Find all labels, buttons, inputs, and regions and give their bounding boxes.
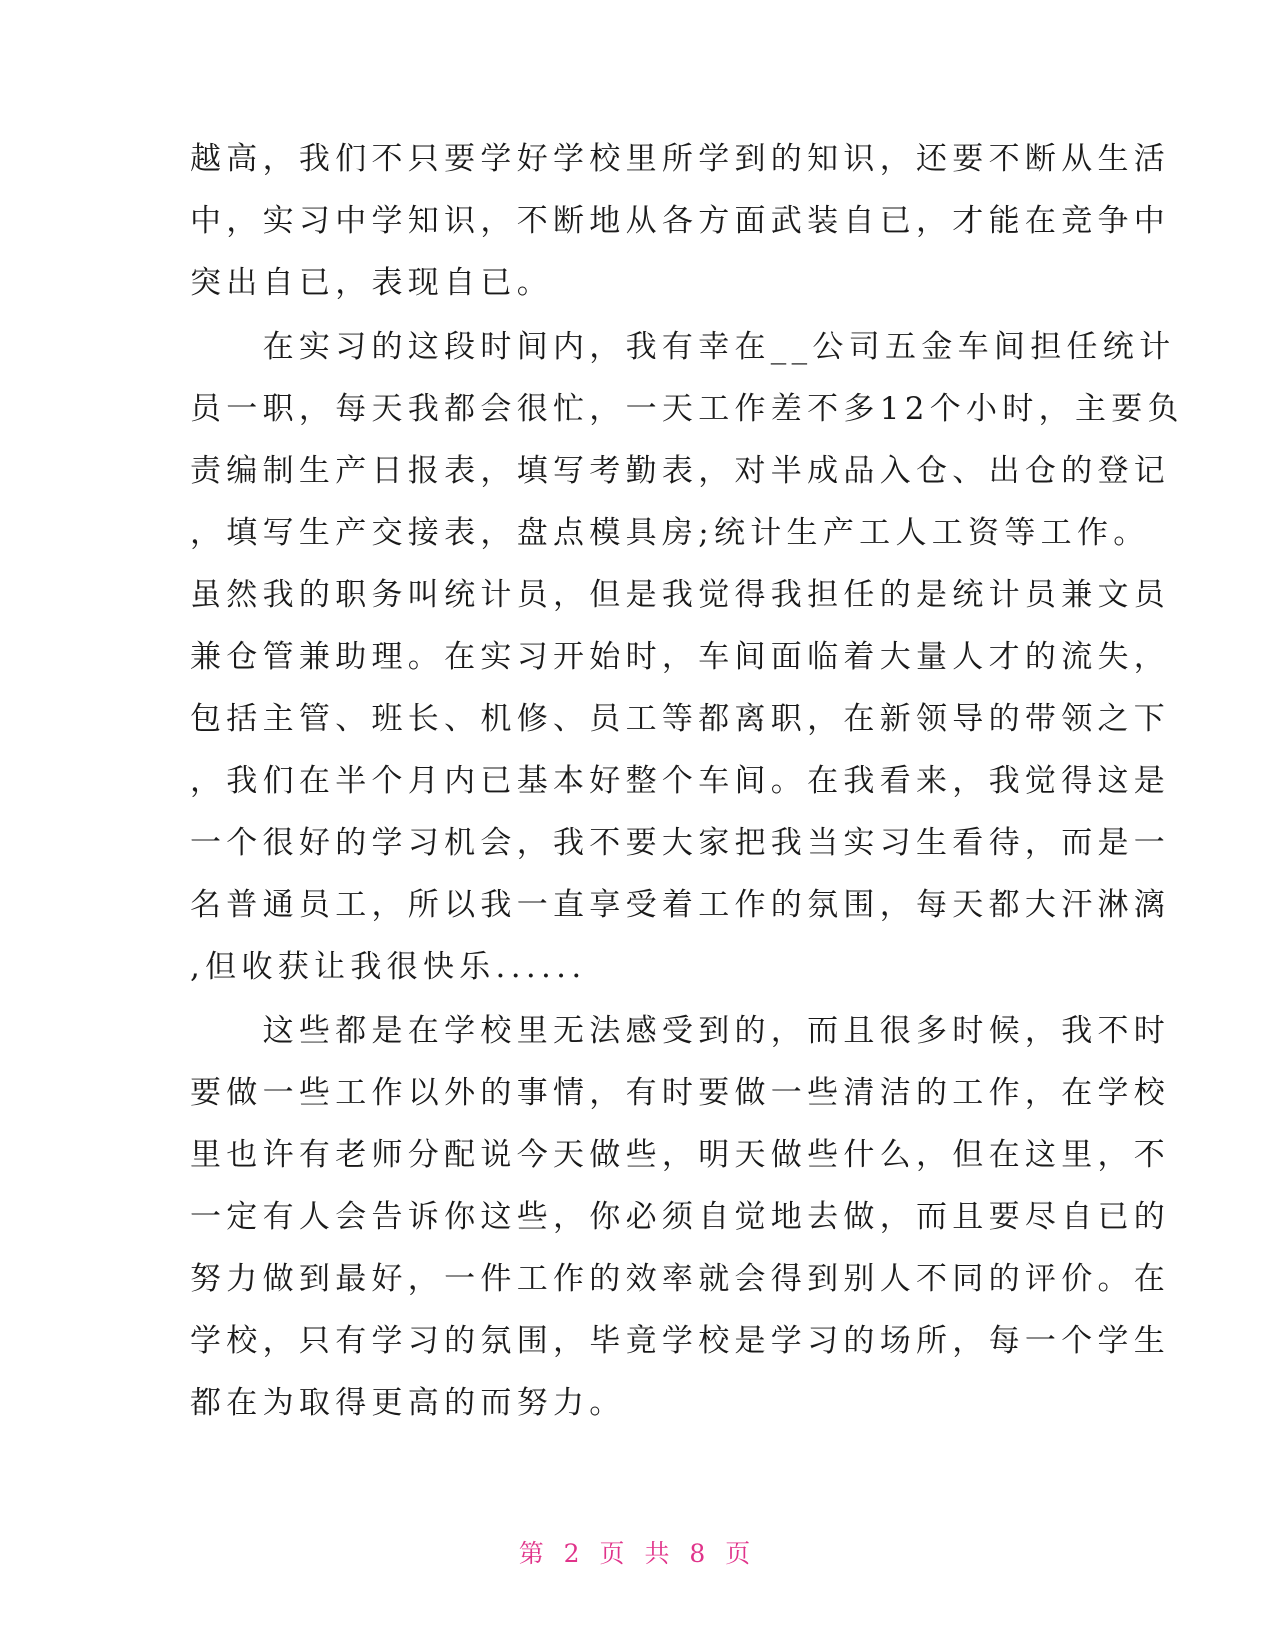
body-text-line: ，我们在半个月内已基本好整个车间。在我看来，我觉得这是: [190, 763, 1171, 799]
body-text-line: ，填写生产交接表，盘点模具房;统计生产工人工资等工作。: [190, 515, 1150, 551]
page-footer: [0, 1534, 1275, 1570]
body-text-line: 在实习的这段时间内，我有幸在__公司五金车间担任统计: [190, 329, 1176, 365]
body-text-line: 要做一些工作以外的事情，有时要做一些清洁的工作，在学校: [190, 1075, 1171, 1111]
body-text-line: 名普通员工，所以我一直享受着工作的氛围，每天都大汗淋漓: [190, 887, 1171, 923]
body-text-line: 都在为取得更高的而努力。: [190, 1385, 626, 1421]
body-text-line: 责编制生产日报表，填写考勤表，对半成品入仓、出仓的登记: [190, 453, 1171, 489]
body-text-line: 越高，我们不只要学好学校里所学到的知识，还要不断从生活: [190, 141, 1171, 177]
body-text-line: 学校，只有学习的氛围，毕竟学校是学习的场所，每一个学生: [190, 1323, 1171, 1359]
body-text-line: 兼仓管兼助理。在实习开始时，车间面临着大量人才的流失，: [190, 639, 1171, 675]
body-text-line: ,但收获让我很快乐......: [190, 949, 587, 985]
body-text-line: 突出自已，表现自已。: [190, 265, 553, 301]
body-text-line: 虽然我的职务叫统计员，但是我觉得我担任的是统计员兼文员: [190, 577, 1171, 613]
body-text-line: 包括主管、班长、机修、员工等都离职，在新领导的带领之下: [190, 701, 1171, 737]
page-number-label: 第 2 页 共 8 页: [518, 1539, 757, 1568]
body-text-line: 员一职，每天我都会很忙，一天工作差不多12个小时，主要负: [190, 391, 1184, 427]
body-text-line: 一个很好的学习机会，我不要大家把我当实习生看待，而是一: [190, 825, 1171, 861]
body-text-line: 一定有人会告诉你这些，你必须自觉地去做，而且要尽自已的: [190, 1199, 1171, 1235]
body-text-line: 中，实习中学知识，不断地从各方面武装自已，才能在竞争中: [190, 203, 1171, 239]
body-text-line: 这些都是在学校里无法感受到的，而且很多时候，我不时: [190, 1013, 1171, 1049]
body-text-line: 里也许有老师分配说今天做些，明天做些什么，但在这里，不: [190, 1137, 1171, 1173]
body-text-line: 努力做到最好，一件工作的效率就会得到别人不同的评价。在: [190, 1261, 1171, 1297]
